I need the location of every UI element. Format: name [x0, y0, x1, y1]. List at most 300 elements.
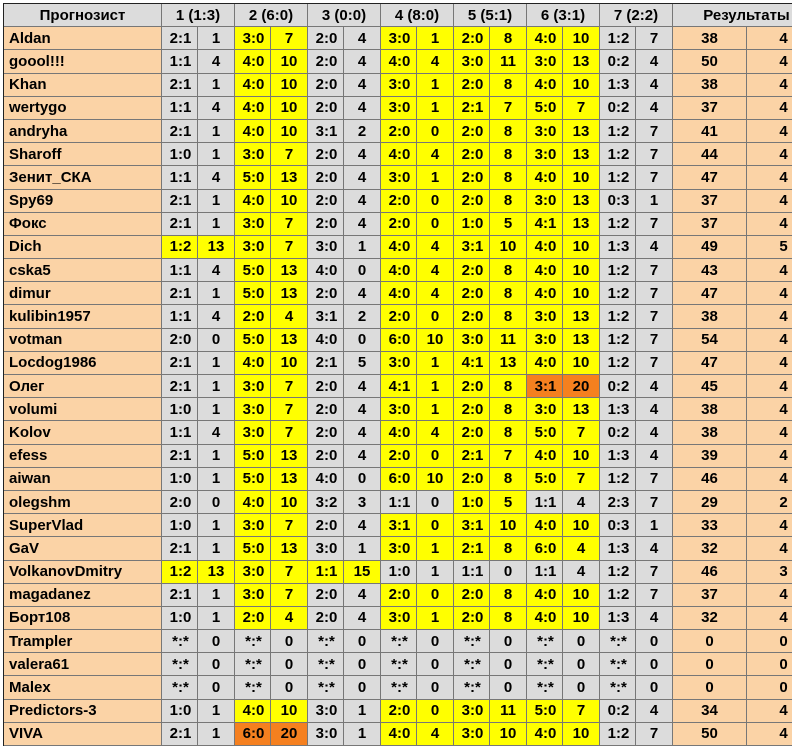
correct-count: 4: [747, 143, 792, 166]
prediction-score: 3:0: [308, 236, 344, 259]
prediction-score: *:*: [381, 676, 417, 699]
prediction-score: *:*: [527, 653, 563, 676]
player-name: goool!!!: [4, 50, 162, 73]
header-match-3: 3 (0:0): [308, 4, 381, 27]
total-points: 0: [673, 676, 747, 699]
prediction-score: 2:1: [162, 190, 198, 213]
prediction-points: 7: [271, 213, 308, 236]
prediction-score: 2:0: [454, 74, 490, 97]
prediction-points: 1: [198, 514, 235, 537]
prediction-points: 0: [344, 259, 381, 282]
prediction-points: 4: [344, 74, 381, 97]
player-name: wertygo: [4, 97, 162, 120]
prediction-score: 5:0: [235, 329, 271, 352]
prediction-score: 5:0: [235, 166, 271, 189]
correct-count: 0: [747, 630, 792, 653]
prediction-points: 1: [344, 700, 381, 723]
prediction-score: 4:0: [235, 97, 271, 120]
correct-count: 0: [747, 676, 792, 699]
prediction-points: 1: [417, 74, 454, 97]
prediction-points: 13: [271, 329, 308, 352]
header-match-4: 4 (8:0): [381, 4, 454, 27]
correct-count: 4: [747, 584, 792, 607]
prediction-points: 7: [563, 468, 600, 491]
total-points: 32: [673, 537, 747, 560]
prediction-score: *:*: [454, 653, 490, 676]
prediction-score: 4:0: [527, 445, 563, 468]
prediction-points: 1: [636, 514, 673, 537]
prediction-score: 3:0: [235, 514, 271, 537]
prediction-points: 8: [490, 398, 527, 421]
total-points: 45: [673, 375, 747, 398]
prediction-points: 4: [344, 50, 381, 73]
prediction-score: 4:1: [381, 375, 417, 398]
prediction-points: 0: [417, 653, 454, 676]
prediction-points: 7: [636, 305, 673, 328]
prediction-score: *:*: [308, 653, 344, 676]
prediction-points: 8: [490, 305, 527, 328]
correct-count: 4: [747, 166, 792, 189]
prediction-points: 10: [271, 74, 308, 97]
prediction-points: 4: [636, 97, 673, 120]
prediction-score: *:*: [235, 630, 271, 653]
prediction-points: 11: [490, 329, 527, 352]
total-points: 37: [673, 97, 747, 120]
correct-count: 4: [747, 375, 792, 398]
prediction-score: 4:0: [235, 50, 271, 73]
prediction-points: 0: [417, 445, 454, 468]
prediction-points: 4: [636, 50, 673, 73]
prediction-points: 4: [417, 282, 454, 305]
prediction-score: 3:0: [235, 584, 271, 607]
prediction-points: 7: [271, 375, 308, 398]
prediction-score: 3:0: [381, 537, 417, 560]
prediction-score: 2:1: [308, 352, 344, 375]
correct-count: 4: [747, 282, 792, 305]
prediction-points: 0: [490, 653, 527, 676]
prediction-score: 2:0: [308, 421, 344, 444]
prediction-score: 5:0: [235, 259, 271, 282]
prediction-points: 0: [636, 630, 673, 653]
correct-count: 4: [747, 213, 792, 236]
prediction-points: 10: [563, 607, 600, 630]
prediction-score: 3:0: [381, 166, 417, 189]
prediction-score: 1:2: [600, 259, 636, 282]
prediction-points: 10: [271, 491, 308, 514]
prediction-points: 2: [344, 305, 381, 328]
prediction-score: 1:0: [162, 398, 198, 421]
prediction-points: 7: [636, 282, 673, 305]
prediction-points: 8: [490, 421, 527, 444]
prediction-points: 4: [198, 259, 235, 282]
prediction-score: 2:3: [600, 491, 636, 514]
prediction-points: 4: [344, 190, 381, 213]
prediction-points: 4: [344, 514, 381, 537]
prediction-score: 1:3: [600, 537, 636, 560]
prediction-points: 8: [490, 537, 527, 560]
prediction-score: 2:1: [454, 537, 490, 560]
prediction-points: 1: [198, 584, 235, 607]
prediction-score: 3:0: [235, 143, 271, 166]
prediction-score: 3:0: [381, 74, 417, 97]
prediction-points: 0: [417, 630, 454, 653]
player-name: Фокс: [4, 213, 162, 236]
header-results: Результаты: [673, 4, 792, 27]
prediction-score: 2:1: [162, 27, 198, 50]
prediction-points: 0: [417, 305, 454, 328]
prediction-score: 2:1: [162, 723, 198, 746]
prediction-score: 1:2: [600, 352, 636, 375]
prediction-points: 4: [636, 607, 673, 630]
prediction-score: *:*: [381, 653, 417, 676]
total-points: 38: [673, 305, 747, 328]
prediction-score: 1:1: [162, 305, 198, 328]
prediction-points: 5: [344, 352, 381, 375]
prediction-score: 3:1: [527, 375, 563, 398]
player-name: cska5: [4, 259, 162, 282]
prediction-score: 3:1: [454, 236, 490, 259]
prediction-score: 2:1: [162, 375, 198, 398]
prediction-points: 8: [490, 375, 527, 398]
prediction-score: 2:1: [162, 537, 198, 560]
prediction-points: 7: [271, 514, 308, 537]
prediction-score: 6:0: [527, 537, 563, 560]
prediction-points: 10: [271, 352, 308, 375]
prediction-score: 0:3: [600, 514, 636, 537]
prediction-score: 2:0: [381, 700, 417, 723]
prediction-points: 8: [490, 584, 527, 607]
prediction-points: 5: [490, 491, 527, 514]
prediction-points: 0: [417, 700, 454, 723]
prediction-score: 4:0: [381, 723, 417, 746]
prediction-points: 4: [417, 421, 454, 444]
prediction-points: 0: [417, 676, 454, 699]
prediction-points: 10: [563, 259, 600, 282]
prediction-points: 4: [344, 421, 381, 444]
prediction-score: 6:0: [381, 329, 417, 352]
prediction-score: 2:0: [308, 584, 344, 607]
prediction-points: 0: [563, 653, 600, 676]
prediction-score: 3:0: [235, 561, 271, 584]
prediction-points: 10: [563, 282, 600, 305]
prediction-score: *:*: [308, 676, 344, 699]
prediction-points: 1: [417, 398, 454, 421]
prediction-points: 4: [344, 584, 381, 607]
prediction-points: 1: [198, 213, 235, 236]
prediction-points: 0: [344, 329, 381, 352]
prediction-score: 3:0: [527, 329, 563, 352]
prediction-score: 4:0: [527, 166, 563, 189]
prediction-score: 1:2: [600, 282, 636, 305]
prediction-points: 13: [563, 190, 600, 213]
prediction-score: 3:0: [454, 50, 490, 73]
prediction-points: 7: [563, 421, 600, 444]
prediction-points: 13: [271, 166, 308, 189]
prediction-score: 3:1: [454, 514, 490, 537]
header-match-2: 2 (6:0): [235, 4, 308, 27]
prediction-score: 2:0: [454, 607, 490, 630]
prediction-score: 3:0: [381, 607, 417, 630]
prediction-score: 3:0: [527, 190, 563, 213]
prediction-score: 4:0: [381, 282, 417, 305]
prediction-points: 7: [636, 723, 673, 746]
correct-count: 3: [747, 561, 792, 584]
correct-count: 4: [747, 723, 792, 746]
prediction-points: 0: [417, 190, 454, 213]
prediction-score: *:*: [527, 676, 563, 699]
prediction-score: 3:2: [308, 491, 344, 514]
prediction-score: *:*: [162, 653, 198, 676]
prediction-points: 7: [271, 398, 308, 421]
total-points: 38: [673, 421, 747, 444]
prediction-points: 0: [417, 213, 454, 236]
prediction-points: 13: [563, 305, 600, 328]
total-points: 33: [673, 514, 747, 537]
prediction-score: 4:0: [527, 282, 563, 305]
prediction-score: 2:0: [308, 514, 344, 537]
prediction-score: *:*: [527, 630, 563, 653]
prediction-points: 4: [344, 27, 381, 50]
prediction-score: 3:0: [235, 421, 271, 444]
player-name: votman: [4, 329, 162, 352]
header-match-7: 7 (2:2): [600, 4, 673, 27]
prediction-score: 4:0: [527, 607, 563, 630]
prediction-points: 0: [198, 653, 235, 676]
player-name: Зенит_СКА: [4, 166, 162, 189]
prediction-points: 4: [198, 421, 235, 444]
prediction-points: 20: [563, 375, 600, 398]
prediction-score: 2:0: [381, 120, 417, 143]
prediction-points: 0: [198, 630, 235, 653]
prediction-score: *:*: [600, 653, 636, 676]
prediction-points: 10: [563, 166, 600, 189]
correct-count: 4: [747, 120, 792, 143]
prediction-score: 1:1: [454, 561, 490, 584]
prediction-score: 2:0: [308, 398, 344, 421]
player-name: Predictors-3: [4, 700, 162, 723]
prediction-score: 1:3: [600, 74, 636, 97]
prediction-points: 11: [490, 700, 527, 723]
prediction-points: 0: [344, 653, 381, 676]
prediction-points: 0: [198, 329, 235, 352]
prediction-score: 4:0: [235, 120, 271, 143]
prediction-score: 4:0: [527, 514, 563, 537]
correct-count: 4: [747, 468, 792, 491]
player-name: andryha: [4, 120, 162, 143]
prediction-score: 4:0: [235, 491, 271, 514]
prediction-points: 4: [344, 445, 381, 468]
prediction-points: 7: [636, 27, 673, 50]
prediction-points: 7: [636, 468, 673, 491]
prediction-score: 4:0: [527, 236, 563, 259]
prediction-score: 1:2: [600, 584, 636, 607]
player-name: dimur: [4, 282, 162, 305]
prediction-points: 1: [198, 607, 235, 630]
total-points: 44: [673, 143, 747, 166]
prediction-points: 13: [271, 282, 308, 305]
prediction-score: 2:0: [235, 305, 271, 328]
prediction-score: 2:1: [454, 445, 490, 468]
prediction-points: 1: [198, 352, 235, 375]
total-points: 49: [673, 236, 747, 259]
prediction-score: 4:0: [527, 723, 563, 746]
prediction-points: 1: [198, 700, 235, 723]
prediction-score: 2:0: [308, 445, 344, 468]
prediction-score: 3:0: [381, 27, 417, 50]
prediction-points: 4: [417, 143, 454, 166]
prediction-score: 2:0: [454, 421, 490, 444]
prediction-score: 1:1: [527, 491, 563, 514]
total-points: 46: [673, 561, 747, 584]
total-points: 37: [673, 190, 747, 213]
prediction-score: 3:0: [235, 27, 271, 50]
player-name: Aldan: [4, 27, 162, 50]
prediction-score: 4:0: [308, 259, 344, 282]
total-points: 47: [673, 166, 747, 189]
prediction-points: 1: [417, 375, 454, 398]
prediction-points: 13: [563, 398, 600, 421]
prediction-points: 7: [271, 27, 308, 50]
prediction-points: 7: [563, 700, 600, 723]
total-points: 37: [673, 213, 747, 236]
prediction-points: 7: [636, 491, 673, 514]
total-points: 47: [673, 352, 747, 375]
prediction-score: 4:0: [527, 74, 563, 97]
correct-count: 5: [747, 236, 792, 259]
prediction-points: 10: [490, 236, 527, 259]
prediction-score: 5:0: [235, 445, 271, 468]
prediction-points: 2: [344, 120, 381, 143]
prediction-points: 10: [563, 723, 600, 746]
prediction-score: 2:0: [308, 27, 344, 50]
prediction-points: 7: [563, 97, 600, 120]
prediction-score: 5:0: [527, 97, 563, 120]
prediction-points: 1: [198, 74, 235, 97]
prediction-score: 4:1: [454, 352, 490, 375]
prediction-score: 2:0: [308, 74, 344, 97]
prediction-score: 3:0: [381, 352, 417, 375]
prediction-points: 4: [636, 74, 673, 97]
prediction-score: 2:0: [308, 143, 344, 166]
prediction-points: 1: [198, 723, 235, 746]
prediction-points: 1: [636, 190, 673, 213]
prediction-score: 1:2: [600, 27, 636, 50]
prediction-score: 1:1: [162, 259, 198, 282]
prediction-points: 4: [636, 537, 673, 560]
prediction-points: 1: [417, 607, 454, 630]
prediction-points: 10: [271, 97, 308, 120]
prediction-score: 1:1: [527, 561, 563, 584]
correct-count: 4: [747, 305, 792, 328]
prediction-points: 8: [490, 468, 527, 491]
prediction-score: 3:0: [527, 50, 563, 73]
prediction-points: 1: [198, 143, 235, 166]
prediction-points: 1: [417, 97, 454, 120]
prediction-score: 2:0: [308, 375, 344, 398]
prediction-points: 13: [563, 120, 600, 143]
player-name: VIVA: [4, 723, 162, 746]
prediction-score: 3:1: [308, 120, 344, 143]
prediction-points: 4: [563, 491, 600, 514]
correct-count: 4: [747, 700, 792, 723]
correct-count: 4: [747, 352, 792, 375]
prediction-points: 7: [636, 259, 673, 282]
prediction-score: 5:0: [527, 700, 563, 723]
prediction-points: 8: [490, 190, 527, 213]
correct-count: 4: [747, 537, 792, 560]
prediction-points: 1: [417, 166, 454, 189]
prediction-score: 3:0: [454, 700, 490, 723]
prediction-score: 2:0: [454, 143, 490, 166]
prediction-score: *:*: [162, 676, 198, 699]
prediction-points: 8: [490, 259, 527, 282]
prediction-points: 4: [198, 97, 235, 120]
prediction-points: 7: [636, 213, 673, 236]
header-match-6: 6 (3:1): [527, 4, 600, 27]
prediction-points: 0: [417, 491, 454, 514]
prediction-points: 1: [198, 27, 235, 50]
prediction-score: 1:2: [600, 120, 636, 143]
total-points: 50: [673, 50, 747, 73]
total-points: 43: [673, 259, 747, 282]
player-name: magadanez: [4, 584, 162, 607]
prediction-points: 10: [271, 120, 308, 143]
prediction-points: 3: [344, 491, 381, 514]
prediction-score: 2:0: [454, 375, 490, 398]
prediction-points: 5: [490, 213, 527, 236]
prediction-score: 2:0: [308, 190, 344, 213]
prediction-score: 1:1: [308, 561, 344, 584]
prediction-score: 3:0: [235, 213, 271, 236]
prediction-score: 4:0: [308, 468, 344, 491]
prediction-points: 10: [271, 190, 308, 213]
prediction-points: 13: [271, 468, 308, 491]
prediction-score: *:*: [600, 676, 636, 699]
prediction-score: 4:0: [381, 143, 417, 166]
prediction-points: 11: [490, 50, 527, 73]
prediction-points: 4: [198, 50, 235, 73]
prediction-score: 3:0: [527, 305, 563, 328]
prediction-score: 2:1: [162, 584, 198, 607]
prediction-score: 2:0: [454, 468, 490, 491]
prediction-score: 1:0: [381, 561, 417, 584]
prediction-score: 2:0: [308, 607, 344, 630]
prediction-score: 2:0: [162, 491, 198, 514]
total-points: 39: [673, 445, 747, 468]
prediction-score: *:*: [235, 676, 271, 699]
prediction-score: 2:0: [308, 282, 344, 305]
prediction-points: 0: [344, 468, 381, 491]
prediction-points: 4: [417, 50, 454, 73]
prediction-points: 7: [636, 352, 673, 375]
prediction-score: 2:0: [454, 120, 490, 143]
total-points: 32: [673, 607, 747, 630]
prediction-score: 1:3: [600, 236, 636, 259]
prediction-points: 4: [636, 236, 673, 259]
prediction-points: 8: [490, 166, 527, 189]
prediction-score: 2:1: [454, 97, 490, 120]
prediction-score: 2:1: [162, 74, 198, 97]
prediction-points: 13: [563, 329, 600, 352]
prediction-score: 3:0: [235, 375, 271, 398]
prediction-score: 1:3: [600, 445, 636, 468]
prediction-points: 0: [490, 561, 527, 584]
correct-count: 4: [747, 74, 792, 97]
prediction-points: 4: [563, 537, 600, 560]
prediction-points: 15: [344, 561, 381, 584]
prediction-score: 1:0: [162, 143, 198, 166]
prediction-score: 4:0: [235, 190, 271, 213]
